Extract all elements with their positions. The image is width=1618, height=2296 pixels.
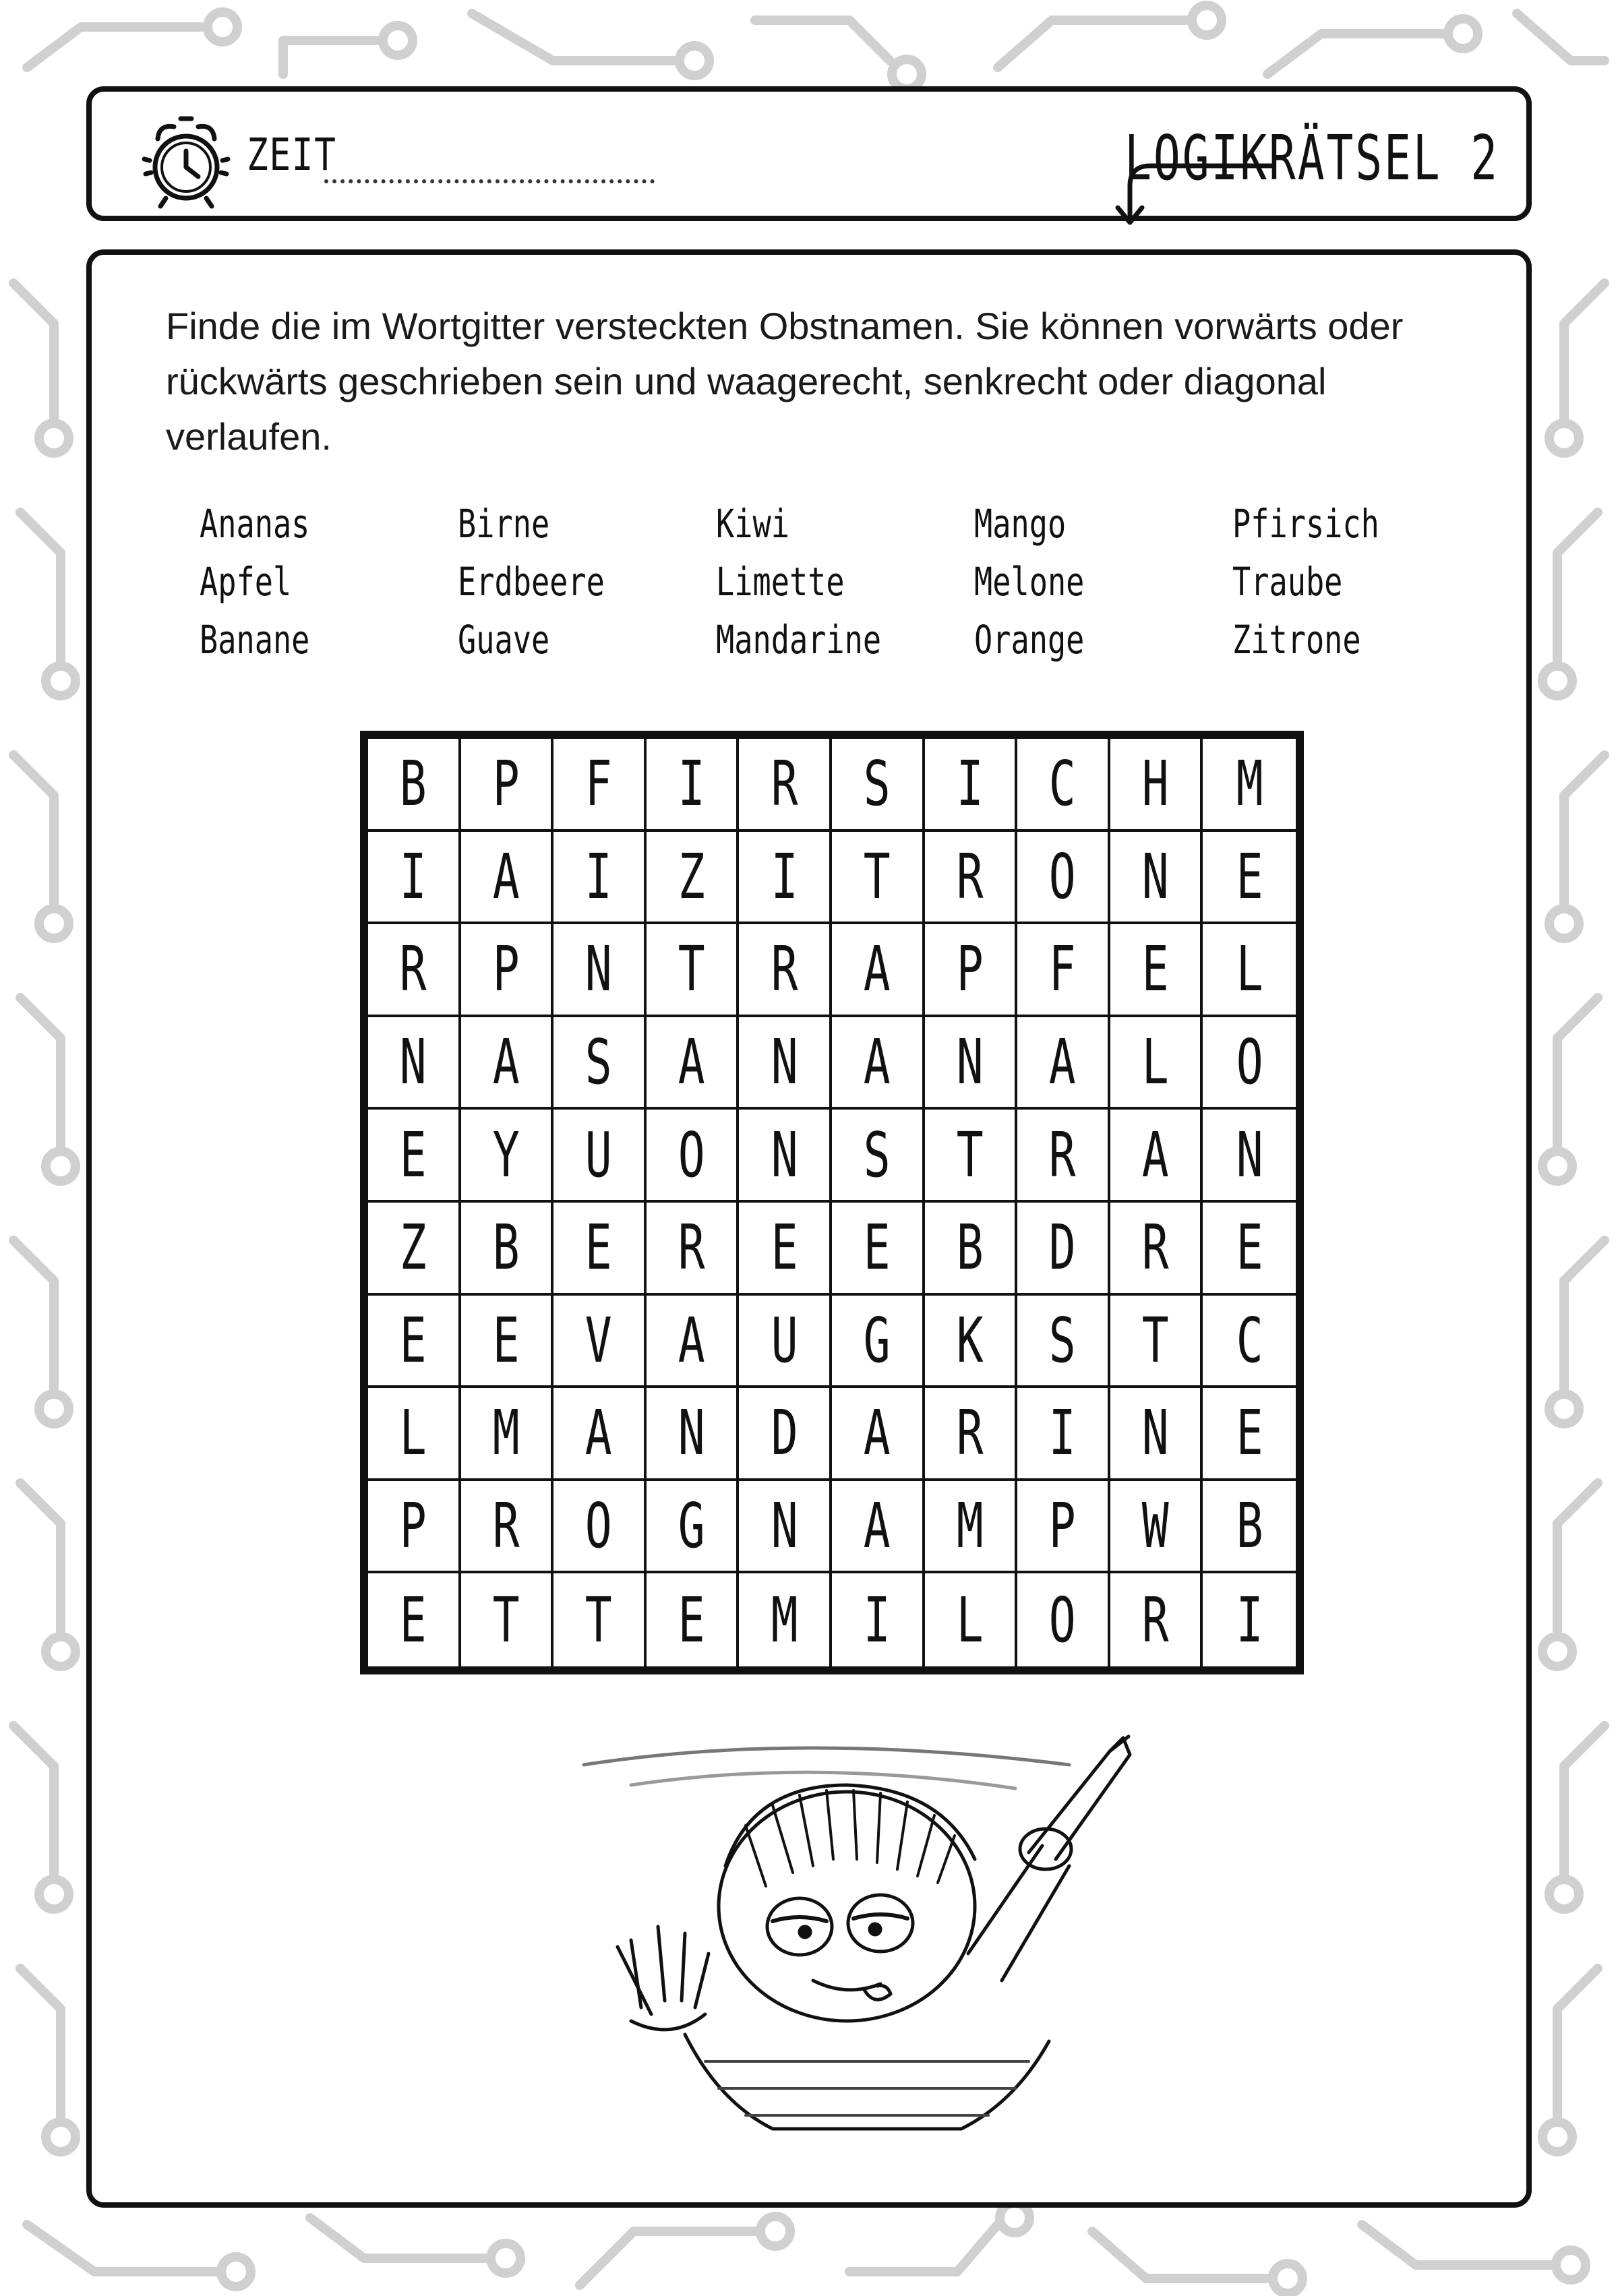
- grid-cell[interactable]: [1017, 924, 1110, 1017]
- grid-letter: E: [1236, 1211, 1263, 1284]
- grid-cell[interactable]: [925, 924, 1018, 1017]
- grid-cell[interactable]: [925, 1110, 1018, 1203]
- grid-cell[interactable]: [368, 739, 461, 832]
- grid-letter: A: [492, 840, 520, 913]
- grid-cell[interactable]: [1110, 1481, 1203, 1574]
- grid-letter: P: [492, 933, 520, 1006]
- grid-letter: S: [585, 1026, 612, 1099]
- grid-cell[interactable]: [739, 739, 832, 832]
- grid-letter: P: [956, 933, 984, 1006]
- grid-letter: E: [1236, 1397, 1263, 1470]
- grid-cell[interactable]: [1017, 1573, 1110, 1666]
- grid-cell[interactable]: [1017, 1017, 1110, 1110]
- grid-letter: N: [771, 1490, 798, 1563]
- grid-cell[interactable]: [647, 1296, 740, 1389]
- grid-letter: B: [399, 748, 427, 820]
- word-list-item: Kiwi: [716, 501, 789, 547]
- grid-letter: L: [1236, 933, 1263, 1006]
- grid-cell[interactable]: [368, 1017, 461, 1110]
- grid-cell[interactable]: [832, 1573, 925, 1666]
- grid-cell[interactable]: [925, 1017, 1018, 1110]
- grid-letter: E: [863, 1211, 891, 1284]
- grid-cell[interactable]: [832, 739, 925, 832]
- grid-letter: H: [1141, 748, 1169, 820]
- word-list-item: Erdbeere: [458, 559, 605, 605]
- grid-letter: R: [678, 1211, 705, 1284]
- grid-letter: E: [1236, 840, 1263, 913]
- grid-letter: R: [492, 1490, 520, 1563]
- grid-letter: D: [1049, 1211, 1076, 1284]
- grid-cell[interactable]: [1203, 832, 1296, 925]
- grid-cell[interactable]: [1203, 1388, 1296, 1481]
- grid-letter: I: [399, 840, 427, 913]
- grid-cell[interactable]: [925, 1203, 1018, 1296]
- grid-letter: E: [399, 1583, 427, 1656]
- grid-letter: T: [956, 1118, 984, 1191]
- grid-letter: R: [399, 933, 427, 1006]
- grid-letter: N: [956, 1026, 984, 1099]
- grid-cell[interactable]: [461, 1388, 554, 1481]
- grid-letter: F: [585, 748, 612, 820]
- grid-cell[interactable]: [461, 1296, 554, 1389]
- grid-cell[interactable]: [368, 1296, 461, 1389]
- grid-cell[interactable]: [1017, 1388, 1110, 1481]
- grid-letter: G: [863, 1304, 891, 1377]
- grid-cell[interactable]: [739, 832, 832, 925]
- grid-cell[interactable]: [832, 1017, 925, 1110]
- grid-cell[interactable]: [368, 1110, 461, 1203]
- grid-letter: N: [771, 1118, 798, 1191]
- grid-cell[interactable]: [553, 924, 647, 1017]
- grid-letter: I: [771, 840, 798, 913]
- grid-letter: E: [399, 1118, 427, 1191]
- grid-cell[interactable]: [925, 1481, 1018, 1574]
- word-list-item: Mandarine: [716, 617, 882, 663]
- boy-thinking-illustration: [530, 1724, 1204, 2142]
- grid-cell[interactable]: [553, 739, 647, 832]
- grid-cell[interactable]: [553, 1388, 647, 1481]
- grid-letter: U: [771, 1304, 798, 1377]
- grid-cell[interactable]: [461, 1481, 554, 1574]
- grid-cell[interactable]: [553, 1481, 647, 1574]
- grid-cell[interactable]: [553, 1110, 647, 1203]
- grid-cell[interactable]: [1110, 739, 1203, 832]
- grid-cell[interactable]: [1017, 832, 1110, 925]
- grid-cell[interactable]: [368, 1203, 461, 1296]
- grid-cell[interactable]: [1203, 1481, 1296, 1574]
- grid-letter: O: [585, 1490, 612, 1563]
- grid-cell[interactable]: [461, 1573, 554, 1666]
- grid-cell[interactable]: [1110, 1388, 1203, 1481]
- grid-cell[interactable]: [553, 1296, 647, 1389]
- grid-cell[interactable]: [1203, 739, 1296, 832]
- grid-cell[interactable]: [739, 1573, 832, 1666]
- grid-letter: I: [678, 748, 705, 820]
- grid-letter: R: [956, 840, 984, 913]
- grid-cell[interactable]: [832, 1388, 925, 1481]
- puzzle-panel: [86, 249, 1532, 2208]
- grid-cell[interactable]: [739, 1296, 832, 1389]
- grid-letter: K: [956, 1304, 984, 1377]
- alarm-clock-icon: [139, 112, 233, 210]
- grid-letter: N: [771, 1026, 798, 1099]
- grid-cell[interactable]: [1110, 924, 1203, 1017]
- grid-letter: P: [399, 1490, 427, 1563]
- grid-letter: P: [492, 748, 520, 820]
- grid-cell[interactable]: [647, 1388, 740, 1481]
- grid-letter: W: [1141, 1490, 1169, 1563]
- grid-letter: T: [492, 1583, 520, 1656]
- grid-cell[interactable]: [739, 1110, 832, 1203]
- grid-cell[interactable]: [647, 924, 740, 1017]
- word-list-item: Orange: [974, 617, 1085, 663]
- grid-cell[interactable]: [1203, 1017, 1296, 1110]
- grid-letter: A: [863, 1026, 891, 1099]
- grid-cell[interactable]: [1203, 1296, 1296, 1389]
- grid-letter: M: [956, 1490, 984, 1563]
- grid-cell[interactable]: [461, 832, 554, 925]
- grid-cell[interactable]: [1017, 1296, 1110, 1389]
- grid-letter: R: [771, 933, 798, 1006]
- word-list-item: Guave: [458, 617, 550, 663]
- grid-cell[interactable]: [1110, 1573, 1203, 1666]
- grid-cell[interactable]: [1110, 1296, 1203, 1389]
- grid-letter: A: [585, 1397, 612, 1470]
- grid-letter: O: [1049, 1583, 1076, 1656]
- grid-cell[interactable]: [553, 832, 647, 925]
- word-list-item: Banane: [200, 617, 310, 663]
- grid-letter: A: [1049, 1026, 1076, 1099]
- grid-letter: Y: [492, 1118, 520, 1191]
- grid-letter: N: [1141, 840, 1169, 913]
- grid-cell[interactable]: [832, 1203, 925, 1296]
- grid-letter: F: [1049, 933, 1076, 1006]
- grid-letter: N: [1141, 1397, 1169, 1470]
- grid-letter: R: [1141, 1211, 1169, 1284]
- grid-cell[interactable]: [647, 1573, 740, 1666]
- grid-letter: C: [1236, 1304, 1263, 1377]
- grid-cell[interactable]: [461, 924, 554, 1017]
- word-list-item: Zitrone: [1232, 617, 1361, 663]
- grid-cell[interactable]: [1110, 1017, 1203, 1110]
- grid-letter: O: [1236, 1026, 1263, 1099]
- grid-cell[interactable]: [925, 832, 1018, 925]
- grid-letter: P: [1049, 1490, 1076, 1563]
- grid-cell[interactable]: [832, 1481, 925, 1574]
- grid-letter: L: [399, 1397, 427, 1470]
- grid-letter: I: [1049, 1397, 1076, 1470]
- grid-letter: A: [863, 1397, 891, 1470]
- grid-cell[interactable]: [647, 832, 740, 925]
- grid-letter: M: [492, 1397, 520, 1470]
- grid-cell[interactable]: [461, 739, 554, 832]
- grid-letter: I: [863, 1583, 891, 1656]
- word-list: [200, 501, 1480, 676]
- grid-letter: M: [1236, 748, 1263, 820]
- grid-cell[interactable]: [739, 1017, 832, 1110]
- grid-letter: B: [956, 1211, 984, 1284]
- grid-letter: R: [956, 1397, 984, 1470]
- grid-cell[interactable]: [647, 1110, 740, 1203]
- grid-cell[interactable]: [1110, 832, 1203, 925]
- grid-letter: T: [1141, 1304, 1169, 1377]
- grid-letter: A: [863, 933, 891, 1006]
- word-list-item: Apfel: [200, 559, 292, 605]
- grid-letter: G: [678, 1490, 705, 1563]
- grid-letter: I: [956, 748, 984, 820]
- grid-letter: O: [1049, 840, 1076, 913]
- grid-cell[interactable]: [1110, 1203, 1203, 1296]
- grid-letter: B: [492, 1211, 520, 1284]
- grid-cell[interactable]: [1203, 1110, 1296, 1203]
- word-list-item: Mango: [974, 501, 1067, 547]
- grid-cell[interactable]: [1017, 1110, 1110, 1203]
- grid-letter: O: [678, 1118, 705, 1191]
- grid-letter: E: [771, 1211, 798, 1284]
- grid-letter: C: [1049, 748, 1076, 820]
- grid-letter: E: [585, 1211, 612, 1284]
- grid-cell[interactable]: [739, 924, 832, 1017]
- grid-letter: E: [492, 1304, 520, 1377]
- grid-cell[interactable]: [647, 739, 740, 832]
- grid-letter: I: [1236, 1583, 1263, 1656]
- grid-cell[interactable]: [553, 1017, 647, 1110]
- word-list-item: Traube: [1232, 559, 1343, 605]
- grid-cell[interactable]: [553, 1203, 647, 1296]
- grid-cell[interactable]: [832, 1110, 925, 1203]
- grid-cell[interactable]: [832, 832, 925, 925]
- grid-letter: L: [1141, 1026, 1169, 1099]
- grid-cell[interactable]: [1203, 1573, 1296, 1666]
- grid-cell[interactable]: [1017, 1203, 1110, 1296]
- grid-letter: A: [863, 1490, 891, 1563]
- grid-cell[interactable]: [925, 739, 1018, 832]
- grid-cell[interactable]: [1110, 1110, 1203, 1203]
- grid-letter: Z: [399, 1211, 427, 1284]
- word-list-item: Ananas: [200, 501, 310, 547]
- grid-letter: D: [771, 1397, 798, 1470]
- grid-cell[interactable]: [368, 1573, 461, 1666]
- grid-cell[interactable]: [925, 1573, 1018, 1666]
- grid-letter: T: [678, 933, 705, 1006]
- grid-cell[interactable]: [925, 1388, 1018, 1481]
- grid-letter: N: [678, 1397, 705, 1470]
- grid-letter: B: [1236, 1490, 1263, 1563]
- header-bar: [86, 86, 1532, 221]
- grid-letter: N: [1236, 1118, 1263, 1191]
- word-list-item: Limette: [716, 559, 845, 605]
- time-label: ZEIT: [247, 129, 337, 181]
- grid-letter: N: [585, 933, 612, 1006]
- grid-letter: V: [585, 1304, 612, 1377]
- grid-cell[interactable]: [739, 1203, 832, 1296]
- grid-cell[interactable]: [1203, 1203, 1296, 1296]
- grid-letter: L: [956, 1583, 984, 1656]
- grid-letter: E: [1141, 933, 1169, 1006]
- grid-cell[interactable]: [368, 1388, 461, 1481]
- grid-letter: A: [678, 1304, 705, 1377]
- grid-letter: M: [771, 1583, 798, 1656]
- grid-letter: S: [863, 1118, 891, 1191]
- word-list-item: Pfirsich: [1232, 501, 1379, 547]
- grid-cell[interactable]: [832, 1296, 925, 1389]
- grid-letter: A: [678, 1026, 705, 1099]
- grid-cell[interactable]: [1017, 739, 1110, 832]
- grid-cell[interactable]: [925, 1296, 1018, 1389]
- grid-cell[interactable]: [647, 1017, 740, 1110]
- grid-cell[interactable]: [461, 1203, 554, 1296]
- grid-cell[interactable]: [647, 1481, 740, 1574]
- grid-cell[interactable]: [368, 1481, 461, 1574]
- grid-cell[interactable]: [368, 832, 461, 925]
- grid-letter: Z: [678, 840, 705, 913]
- grid-letter: E: [399, 1304, 427, 1377]
- grid-cell[interactable]: [368, 924, 461, 1017]
- grid-letter: I: [585, 840, 612, 913]
- grid-letter: N: [399, 1026, 427, 1099]
- word-list-item: Birne: [458, 501, 550, 547]
- grid-cell[interactable]: [1017, 1481, 1110, 1574]
- grid-letter: R: [771, 748, 798, 820]
- grid-letter: R: [1141, 1583, 1169, 1656]
- grid-cell[interactable]: [461, 1110, 554, 1203]
- grid-letter: R: [1049, 1118, 1076, 1191]
- grid-cell[interactable]: [739, 1481, 832, 1574]
- grid-letter: A: [492, 1026, 520, 1099]
- grid-letter: U: [585, 1118, 612, 1191]
- grid-cell[interactable]: [832, 924, 925, 1017]
- instruction-text: Finde die im Wortgitter versteckten Obstnamen. Sie können vorwärts oder rückwärts geschrieben sein und waagerecht, senkrecht oder diagonal verlaufen.: [166, 305, 1404, 458]
- grid-letter: A: [1141, 1118, 1169, 1191]
- grid-cell[interactable]: [647, 1203, 740, 1296]
- time-entry-line: [324, 179, 655, 183]
- grid-letter: E: [678, 1583, 705, 1656]
- grid-cell[interactable]: [461, 1017, 554, 1110]
- grid-letter: S: [1049, 1304, 1076, 1377]
- grid-letter: T: [863, 840, 891, 913]
- puzzle-title: LOGIKRÄTSEL 2: [1125, 122, 1499, 194]
- grid-letter: T: [585, 1583, 612, 1656]
- word-list-item: Melone: [974, 559, 1085, 605]
- grid-cell[interactable]: [553, 1573, 647, 1666]
- grid-cell[interactable]: [1203, 924, 1296, 1017]
- grid-letter: S: [863, 748, 891, 820]
- word-search-grid: [360, 731, 1304, 1674]
- grid-cell[interactable]: [739, 1388, 832, 1481]
